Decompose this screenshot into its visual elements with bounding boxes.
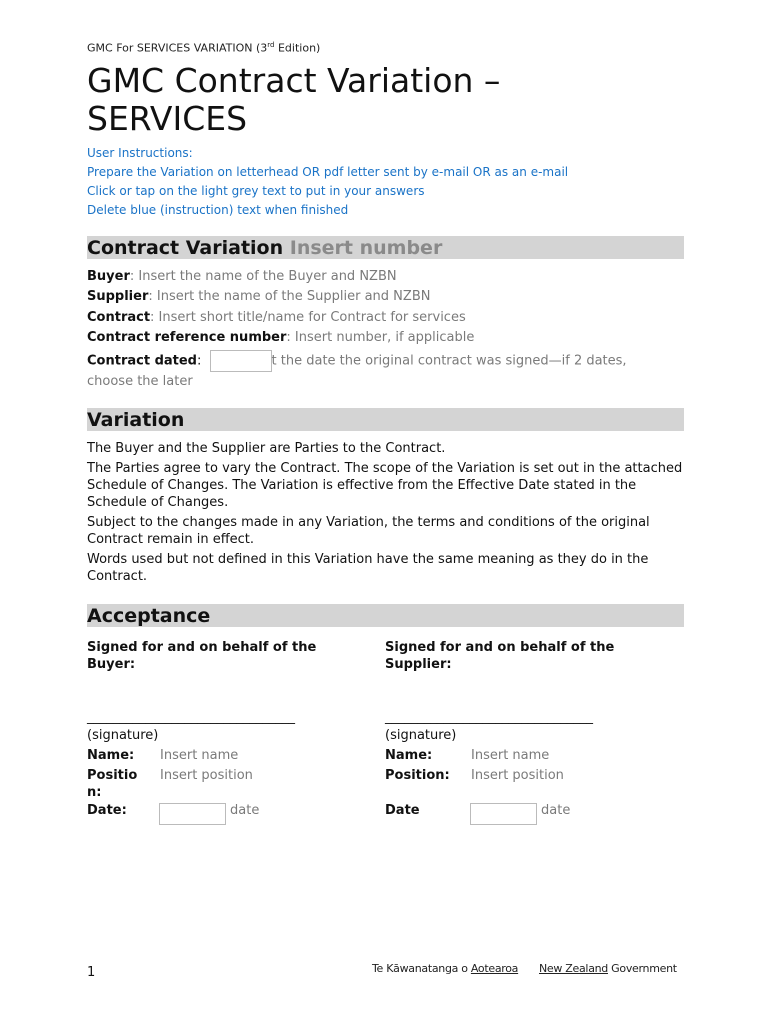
nz-government-logo: New Zealand Government (539, 962, 677, 975)
contract-date-picker[interactable] (210, 350, 272, 372)
variation-paragraph: The Buyer and the Supplier are Parties to the Contract. (87, 441, 446, 456)
supplier-signature-line[interactable]: ________________________________ (385, 710, 593, 725)
buyer-position-placeholder[interactable]: Insert position (160, 768, 253, 783)
variation-paragraph: The Parties agree to vary the Contract. The scope of the Variation is set out in the attached Schedule of Changes. The Variation is effective from the Effective Date stated in the Schedule of Changes. (87, 461, 683, 510)
buyer-name-placeholder[interactable]: Insert name (160, 748, 239, 763)
supplier-name-placeholder[interactable]: Insert name (471, 748, 550, 763)
supplier-signature-heading: Signed for and on behalf of the Supplier: (385, 640, 615, 672)
supplier-date-picker[interactable] (470, 803, 537, 825)
buyer-signature-line[interactable]: ________________________________ (87, 710, 295, 725)
document-title (87, 62, 647, 138)
contract-placeholder[interactable]: : Insert short title/name for Contract for services (150, 310, 466, 325)
supplier-name-label: Name: (385, 748, 433, 763)
instruction-line: Click or tap on the light grey text to put in your answers (87, 184, 425, 198)
variation-paragraph: Subject to the changes made in any Variation, the terms and conditions of the original Contract remain in effect. (87, 515, 650, 547)
running-header: GMC For SERVICES VARIATION (3rd Edition) (87, 41, 321, 55)
supplier-position-label: Position: (385, 768, 450, 783)
buyer-placeholder[interactable]: : Insert the name of the Buyer and NZBN (129, 269, 397, 284)
contract-reference-placeholder[interactable]: : Insert number, if applicable (286, 330, 475, 345)
user-instructions (87, 144, 568, 220)
contract-dated-field-continued (87, 373, 193, 391)
buyer-field: Buyer: Insert the name of the Buyer and NZBN (87, 269, 397, 284)
buyer-date-label: Date: (87, 803, 127, 818)
contract-variation-heading: Contract Variation Insert number (87, 236, 684, 259)
variation-paragraph: Words used but not defined in this Variation have the same meaning as they do in the Contract. (87, 552, 649, 584)
page-number: 1 (87, 965, 96, 980)
contract-dated-placeholder[interactable]: t the date the original contract was signed—if 2 dates, (271, 353, 627, 369)
instruction-line: Prepare the Variation on letterhead OR pdf letter sent by e-mail OR as an e-mail (87, 165, 569, 179)
variation-heading: Variation (87, 408, 684, 431)
title-line-2: SERVICES (87, 99, 248, 138)
contract-reference-field: Contract reference number: Insert number, if applicable (87, 330, 475, 345)
buyer-signature-heading: Signed for and on behalf of the Buyer: (87, 640, 317, 672)
buyer-name-label: Name: (87, 748, 135, 763)
buyer-signature-caption: (signature) (87, 728, 159, 743)
buyer-date-placeholder[interactable]: date (230, 803, 260, 818)
supplier-position-placeholder[interactable]: Insert position (471, 768, 564, 783)
supplier-placeholder[interactable]: : Insert the name of the Supplier and NZBN (148, 289, 431, 304)
acceptance-heading: Acceptance (87, 604, 684, 627)
supplier-date-placeholder[interactable]: date (541, 803, 571, 818)
supplier-signature-caption: (signature) (385, 728, 457, 743)
instruction-line: Delete blue (instruction) text when finished (87, 203, 349, 217)
instruction-line: User Instructions: (87, 146, 193, 160)
te-kawanatanga-logo: Te Kāwanatanga o Aotearoa (372, 962, 519, 975)
title-line-1: GMC Contract Variation – (87, 61, 501, 100)
contract-number-placeholder[interactable]: Insert number (289, 237, 443, 259)
buyer-date-picker[interactable] (159, 803, 226, 825)
supplier-date-label: Date (385, 803, 420, 818)
contract-dated-field: Contract dated: t the date the original contract was signed—if 2 dates, (87, 350, 627, 372)
contract-dated-placeholder-line2[interactable]: choose the later (87, 374, 193, 389)
contract-field: Contract: Insert short title/name for Contract for services (87, 310, 466, 325)
supplier-field: Supplier: Insert the name of the Supplier and NZBN (87, 289, 431, 304)
buyer-position-label: Positio n: (87, 768, 138, 800)
